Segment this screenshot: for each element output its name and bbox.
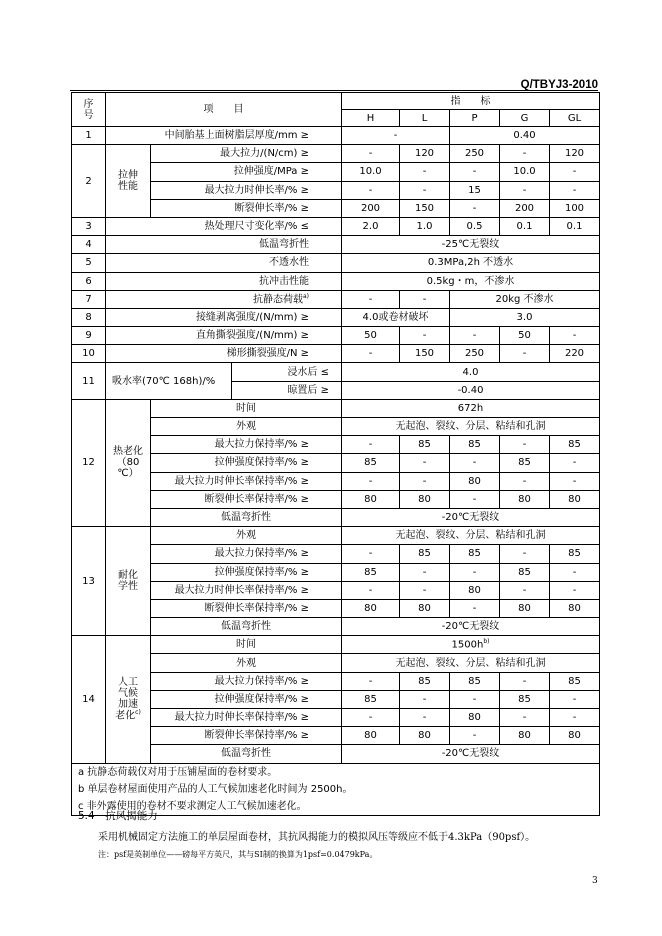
table-footnote: b 单层卷材屋面使用产品的人工气候加速老化时间为 2500h。 [72, 781, 600, 799]
table-row [72, 181, 600, 199]
value-cell: 80 [550, 490, 600, 508]
value-cell: - [342, 472, 400, 490]
row-item: 断裂伸长率保持率/% ≥ [151, 727, 342, 745]
table-row [72, 163, 600, 181]
value-cell: 85 [550, 436, 600, 454]
value-cell: 80 [550, 599, 600, 617]
value-cell: 50 [342, 327, 400, 345]
value-cell: - [400, 581, 450, 599]
seq-header: 序 号 [72, 93, 106, 127]
value-cell: - [550, 454, 600, 472]
table-row [72, 272, 600, 290]
row-item: 热处理尺寸变化率/% ≤ [106, 217, 342, 235]
value-cell: 85 [500, 690, 550, 708]
value-cell: - [550, 581, 600, 599]
value-cell: - [550, 563, 600, 581]
value-cell: 0.1 [550, 217, 600, 235]
header-rule [70, 90, 598, 91]
section-text: 采用机械固定方法施工的单层屋面卷材，其抗风揭能力的模拟风压等级应不低于4.3kPa（90psf）。 [98, 832, 536, 843]
table-row [72, 345, 600, 363]
value-cell: 150 [400, 345, 450, 363]
value-cell: - [450, 599, 500, 617]
value-cell: -0.40 [342, 381, 600, 399]
value-cell: 0.5 [450, 217, 500, 235]
value-cell: 4.0或卷材破坏 [342, 308, 450, 326]
row-item: 吸水率(70℃ 168h)/% [106, 363, 232, 399]
row-item: 最大拉力保持率/% ≥ [151, 672, 342, 690]
table-row [72, 145, 600, 163]
value-cell: - [450, 163, 500, 181]
table-row [72, 217, 600, 235]
table-row [72, 763, 600, 781]
value-cell: 85 [500, 454, 550, 472]
value-cell: - [342, 581, 400, 599]
value-cell: - [500, 672, 550, 690]
value-cell: - [500, 709, 550, 727]
value-cell: 无起泡、裂纹、分层、粘结和孔洞 [342, 527, 600, 545]
value-cell: 80 [500, 727, 550, 745]
table-row [72, 618, 600, 636]
value-cell: 4.0 [342, 363, 600, 381]
value-cell: - [500, 472, 550, 490]
value-cell: -20℃无裂纹 [342, 508, 600, 526]
table-row [72, 672, 600, 690]
value-cell: - [550, 163, 600, 181]
value-cell: - [450, 727, 500, 745]
value-cell: - [342, 436, 400, 454]
value-cell: 250 [450, 345, 500, 363]
row-no: 1 [72, 127, 106, 145]
value-cell: - [500, 436, 550, 454]
value-cell: 10.0 [500, 163, 550, 181]
table-row [72, 690, 600, 708]
value-cell: 85 [400, 436, 450, 454]
value-cell: 80 [342, 599, 400, 617]
row-item: 外观 [151, 527, 342, 545]
table-row [72, 781, 600, 799]
value-cell: 85 [450, 672, 500, 690]
value-cell: 80 [342, 490, 400, 508]
value-cell: 20kg 不渗水 [450, 290, 600, 308]
value-cell: - [400, 181, 450, 199]
row-item: 拉伸强度保持率/% ≥ [151, 690, 342, 708]
table-row [72, 727, 600, 745]
value-cell: 10.0 [342, 163, 400, 181]
table-row [72, 581, 600, 599]
row-item: 梯形撕裂强度/N ≥ [106, 345, 342, 363]
row-item: 直角撕裂强度/(N/mm) ≥ [106, 327, 342, 345]
value-cell: - [400, 563, 450, 581]
row-item: 最大拉力保持率/% ≥ [151, 545, 342, 563]
row-no: 10 [72, 345, 106, 363]
value-cell: 80 [450, 472, 500, 490]
row-item: 低温弯折性 [151, 508, 342, 526]
table-row [72, 454, 600, 472]
value-cell: 80 [400, 727, 450, 745]
value-cell: - [450, 563, 500, 581]
table-row [72, 93, 600, 110]
table-row [72, 363, 600, 381]
value-cell: 80 [550, 727, 600, 745]
table-row [72, 563, 600, 581]
row-no: 9 [72, 327, 106, 345]
value-cell: - [450, 690, 500, 708]
group-label: 人工 气候 加速 老化$^{c)}$ [106, 636, 151, 763]
spec-table [71, 92, 600, 816]
value-cell: 200 [342, 199, 400, 217]
group-label: 热老化 （80 ℃） [106, 399, 151, 526]
table-row [72, 472, 600, 490]
row-item: 接缝剥离强度/(N/mm) ≥ [106, 308, 342, 326]
row-item: 外观 [151, 418, 342, 436]
row-no: 5 [72, 254, 106, 272]
row-no: 2 [72, 145, 106, 218]
value-cell: 220 [550, 345, 600, 363]
value-cell: -20℃无裂纹 [342, 618, 600, 636]
type-header: L [400, 110, 450, 127]
value-cell: 200 [500, 199, 550, 217]
section-title: 5.4 抗风揭能力 [78, 810, 158, 822]
standard-code: Q/TBYJ3-2010 [520, 79, 598, 91]
table-row [72, 654, 600, 672]
index-header: 指 标 [342, 93, 600, 110]
table-row [72, 709, 600, 727]
value-cell: - [342, 345, 400, 363]
row-item: 低温弯折性 [106, 236, 342, 254]
value-cell: 100 [550, 199, 600, 217]
table-row [72, 127, 600, 145]
value-cell: - [550, 690, 600, 708]
row-no: 4 [72, 236, 106, 254]
value-cell: - [450, 454, 500, 472]
row-item: 低温弯折性 [151, 745, 342, 763]
value-cell: - [400, 163, 450, 181]
value-cell: -20℃无裂纹 [342, 745, 600, 763]
row-no: 12 [72, 399, 106, 526]
value-cell: 85 [342, 454, 400, 472]
row-item: 最大拉力保持率/% ≥ [151, 436, 342, 454]
row-item: 最大拉力时伸长率保持率/% ≥ [151, 709, 342, 727]
value-cell: - [342, 672, 400, 690]
value-cell: 80 [500, 490, 550, 508]
row-item: 最大拉力时伸长率保持率/% ≥ [151, 472, 342, 490]
row-item: 时间 [151, 399, 342, 417]
type-header: GL [550, 110, 600, 127]
value-cell: - [450, 327, 500, 345]
value-cell: $1500h^{b)}$ [342, 636, 600, 654]
row-no: 11 [72, 363, 106, 399]
row-no: 3 [72, 217, 106, 235]
value-cell: 120 [400, 145, 450, 163]
value-cell: 672h [342, 399, 600, 417]
value-cell: 80 [450, 709, 500, 727]
value-cell: 80 [450, 581, 500, 599]
table-row [72, 545, 600, 563]
value-cell: 120 [550, 145, 600, 163]
value-cell: 85 [342, 563, 400, 581]
value-cell: 80 [400, 599, 450, 617]
table-row [72, 327, 600, 345]
value-cell: - [450, 490, 500, 508]
value-cell: 85 [450, 545, 500, 563]
type-header: P [450, 110, 500, 127]
value-cell: 15 [450, 181, 500, 199]
value-cell: 80 [400, 490, 450, 508]
value-cell: 3.0 [450, 308, 600, 326]
value-cell: - [342, 127, 450, 145]
sub-item: 晾置后 ≥ [232, 381, 342, 399]
value-cell: 0.40 [450, 127, 600, 145]
value-cell: - [550, 327, 600, 345]
row-no: 8 [72, 308, 106, 326]
value-cell: 85 [450, 436, 500, 454]
value-cell: - [400, 290, 450, 308]
table-row [72, 199, 600, 217]
value-cell: - [400, 709, 450, 727]
sub-item: 浸水后 ≤ [232, 363, 342, 381]
table-row [72, 436, 600, 454]
table-row [72, 418, 600, 436]
row-item: 外观 [151, 654, 342, 672]
value-cell: 85 [550, 672, 600, 690]
value-cell: - [550, 709, 600, 727]
row-no: 14 [72, 636, 106, 763]
item-header: 项 目 [106, 93, 342, 127]
row-item: 时间 [151, 636, 342, 654]
value-cell: - [342, 181, 400, 199]
value-cell: - [500, 581, 550, 599]
value-cell: - [342, 545, 400, 563]
value-cell: - [550, 181, 600, 199]
value-cell: - [500, 181, 550, 199]
value-cell: 无起泡、裂纹、分层、粘结和孔洞 [342, 418, 600, 436]
row-no: 13 [72, 527, 106, 636]
table-row [72, 308, 600, 326]
value-cell: 250 [450, 145, 500, 163]
value-cell: 85 [500, 563, 550, 581]
table-footnote: a 抗静态荷载仅对用于压铺屋面的卷材要求。 [72, 763, 600, 781]
value-cell: 0.5kg・m，不渗水 [342, 272, 600, 290]
row-item: 断裂伸长率/% ≥ [151, 199, 342, 217]
value-cell: 无起泡、裂纹、分层、粘结和孔洞 [342, 654, 600, 672]
group-label: 拉伸 性能 [106, 145, 151, 218]
value-cell: - [400, 472, 450, 490]
table-row [72, 254, 600, 272]
table-row [72, 527, 600, 545]
row-item: 拉伸强度保持率/% ≥ [151, 454, 342, 472]
value-cell: -25℃无裂纹 [342, 236, 600, 254]
value-cell: - [400, 454, 450, 472]
row-item: 抗静态荷载$^{a)}$ [106, 290, 342, 308]
table-row [72, 636, 600, 654]
table-row [72, 508, 600, 526]
table-row [72, 236, 600, 254]
value-cell: 50 [500, 327, 550, 345]
group-label: 耐化 学性 [106, 527, 151, 636]
table-row [72, 399, 600, 417]
table-row [72, 490, 600, 508]
value-cell: - [550, 472, 600, 490]
row-item: 最大拉力时伸长率保持率/% ≥ [151, 581, 342, 599]
row-item: 抗冲击性能 [106, 272, 342, 290]
section-note: 注：psf是英制单位——磅每平方英尺，其与SI制的换算为1psf=0.0479kPa。 [98, 850, 378, 859]
value-cell: 150 [400, 199, 450, 217]
value-cell: - [400, 327, 450, 345]
row-item: 不透水性 [106, 254, 342, 272]
value-cell: - [342, 709, 400, 727]
value-cell: - [400, 690, 450, 708]
value-cell: - [500, 145, 550, 163]
table-row [72, 290, 600, 308]
value-cell: 80 [342, 727, 400, 745]
value-cell: 1.0 [400, 217, 450, 235]
row-item: 断裂伸长率保持率/% ≥ [151, 490, 342, 508]
value-cell: 0.3MPa,2h 不透水 [342, 254, 600, 272]
type-header: H [342, 110, 400, 127]
value-cell: - [342, 290, 400, 308]
table-row [72, 745, 600, 763]
row-item: 拉伸强度/MPa ≥ [151, 163, 342, 181]
row-item: 最大拉力时伸长率/% ≥ [151, 181, 342, 199]
row-item: 最大拉力/(N/cm) ≥ [151, 145, 342, 163]
value-cell: - [500, 545, 550, 563]
row-no: 7 [72, 290, 106, 308]
table-footnote: c 非外露使用的卷材不要求测定人工气候加速老化。 [72, 798, 600, 816]
type-header: G [500, 110, 550, 127]
value-cell: 85 [342, 690, 400, 708]
value-cell: 0.1 [500, 217, 550, 235]
value-cell: 85 [550, 545, 600, 563]
row-item: 低温弯折性 [151, 618, 342, 636]
row-item: 拉伸强度保持率/% ≥ [151, 563, 342, 581]
value-cell: 85 [400, 672, 450, 690]
row-no: 6 [72, 272, 106, 290]
value-cell: - [500, 345, 550, 363]
value-cell: 80 [500, 599, 550, 617]
table-row [72, 599, 600, 617]
row-item: 断裂伸长率保持率/% ≥ [151, 599, 342, 617]
page-number: 3 [592, 876, 598, 886]
value-cell: 2.0 [342, 217, 400, 235]
value-cell: 85 [400, 545, 450, 563]
row-item: 中间胎基上面树脂层厚度/mm ≥ [106, 127, 342, 145]
value-cell: - [342, 145, 400, 163]
value-cell: - [450, 199, 500, 217]
